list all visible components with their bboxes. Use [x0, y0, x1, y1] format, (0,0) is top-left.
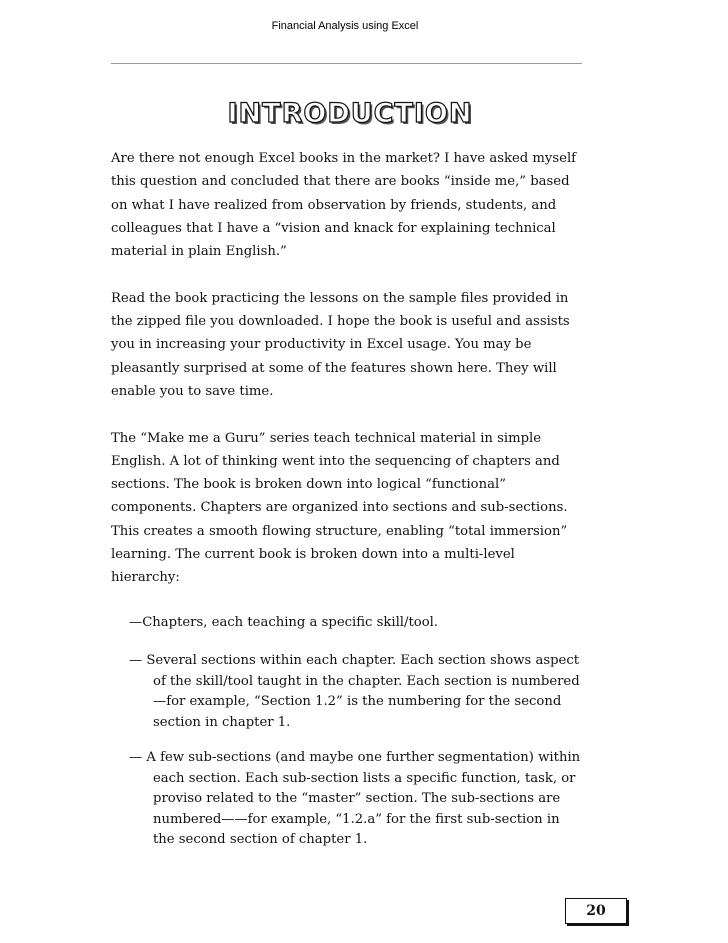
list-item: — A few sub-sections (and maybe one further segmentation) within each section. Each sub-section lists a specific function, task, or proviso related to the “master” section. The sub-sections are numbered——for example, “1.2.a” for the first sub-section in the second section of chapter 1.: [129, 750, 581, 848]
running-header: Financial Analysis using Excel: [271, 20, 419, 32]
header-divider: [111, 63, 582, 64]
page-number: 20: [565, 898, 627, 924]
hierarchy-list: [111, 613, 585, 851]
paragraph-2: Read the book practicing the lessons on the sample files provided in the zipped file you downloaded. I hope the book is useful and assists you in increasing your productivity in Excel usage. You may be pleasantly surprised at some of the features shown here. They will enable you to save time.: [111, 290, 570, 399]
page-title: INTRODUCTION: [227, 98, 473, 129]
paragraph-3: The “Make me a Guru” series teach technical material in simple English. A lot of thinking went into the sequencing of chapters and sections. The book is broken down into logical “functional” components. Chapters are organized into sections and sub-sections. This creates a smooth flowing structure, enabling “total immersion” learning. The current book is broken down into a multi-level hierarchy:: [111, 430, 568, 586]
list-item: —Chapters, each teaching a specific skill/tool.: [129, 614, 439, 630]
paragraph-1: Are there not enough Excel books in the market? I have asked myself this question and concluded that there are books “inside me,” based on what I have realized from observation by friends, students, and colleagues that I have a “vision and knack for explaining technical material in plain English.”: [111, 151, 577, 260]
body-text: [111, 147, 585, 866]
list-item: — Several sections within each chapter. Each section shows aspect of the skill/tool taught in the chapter. Each section is numbered—for example, “Section 1.2” is the numbering for the second section in chapter 1.: [129, 653, 580, 730]
